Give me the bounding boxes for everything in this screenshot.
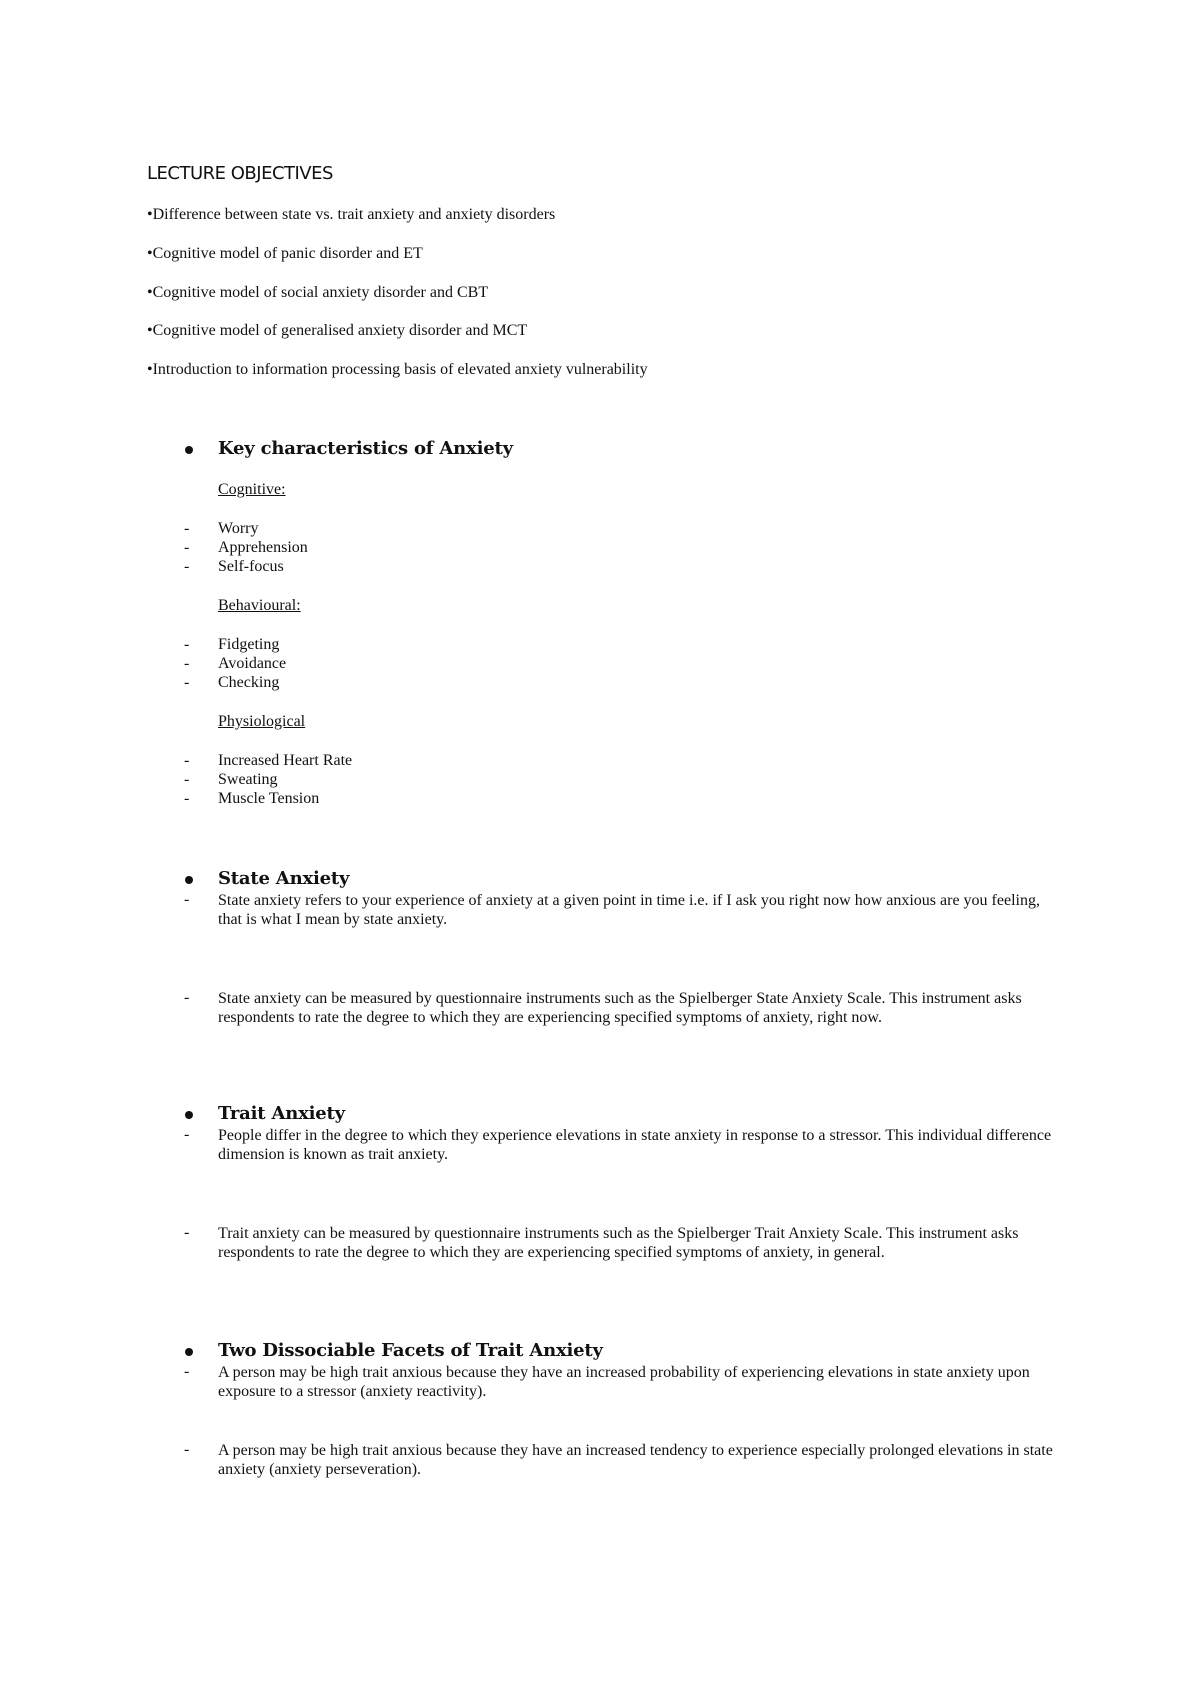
bullet-dot-icon <box>185 876 193 884</box>
trait-anxiety-point: Trait anxiety can be measured by questionnaire instruments such as the Spielberger Trait Anxiety Scale. This instrument asks respondents to rate the degree to which they are experiencing specified symptoms of anxiety, in general. <box>218 1225 1019 1261</box>
state-anxiety-point: State anxiety can be measured by questionnaire instruments such as the Spielberger State Anxiety Scale. This instrument asks respondents to rate the degree to which they are experiencing specified symptoms of anxiety, right now. <box>218 990 1022 1026</box>
dash-marker: - <box>184 636 190 653</box>
objective-item: •Cognitive model of panic disorder and ET <box>147 245 423 262</box>
objectives-heading: LECTURE OBJECTIVES <box>147 163 333 184</box>
list-item: Sweating <box>218 771 278 788</box>
objective-item: •Cognitive model of social anxiety disorder and CBT <box>147 284 489 301</box>
subheading-behavioural: Behavioural: <box>218 597 301 614</box>
list-item: Muscle Tension <box>218 790 320 807</box>
list-item: Fidgeting <box>218 636 280 653</box>
bullet-dot-icon <box>185 1348 193 1356</box>
dash-marker: - <box>184 752 190 769</box>
dash-marker: - <box>184 771 190 788</box>
list-item: Avoidance <box>218 655 287 672</box>
objective-item: •Difference between state vs. trait anxiety and anxiety disorders <box>147 206 556 223</box>
objective-item: •Introduction to information processing basis of elevated anxiety vulnerability <box>147 361 648 378</box>
objective-item: •Cognitive model of generalised anxiety disorder and MCT <box>147 322 528 339</box>
dash-marker: - <box>184 1363 190 1380</box>
trait-anxiety-point: People differ in the degree to which they experience elevations in state anxiety in response to a stressor. This individual difference dimension is known as trait anxiety. <box>218 1127 1052 1163</box>
subheading-cognitive: Cognitive: <box>218 481 286 498</box>
dash-marker: - <box>184 655 190 672</box>
section-title-trait-anxiety: Trait Anxiety <box>218 1103 345 1124</box>
dash-marker: - <box>184 989 190 1006</box>
dash-marker: - <box>184 520 190 537</box>
section-title-facets: Two Dissociable Facets of Trait Anxiety <box>218 1340 603 1361</box>
facet-point: A person may be high trait anxious because they have an increased tendency to experience especially prolonged elevations in state anxiety (anxiety perseveration). <box>218 1442 1053 1478</box>
state-anxiety-point: State anxiety refers to your experience of anxiety at a given point in time i.e. if I ask you right now how anxious are you feeling, that is what I mean by state anxiety. <box>218 892 1040 928</box>
dash-marker: - <box>184 558 190 575</box>
list-item: Worry <box>218 520 259 537</box>
dash-marker: - <box>184 539 190 556</box>
section-title-key-characteristics: Key characteristics of Anxiety <box>218 438 513 459</box>
bullet-dot-icon <box>185 446 193 454</box>
list-item: Self-focus <box>218 558 284 575</box>
bullet-dot-icon <box>185 1111 193 1119</box>
list-item: Checking <box>218 674 280 691</box>
subheading-physiological: Physiological <box>218 713 306 730</box>
dash-marker: - <box>184 1224 190 1241</box>
dash-marker: - <box>184 1441 190 1458</box>
section-title-state-anxiety: State Anxiety <box>218 868 350 889</box>
dash-marker: - <box>184 1126 190 1143</box>
dash-marker: - <box>184 891 190 908</box>
dash-marker: - <box>184 674 190 691</box>
dash-marker: - <box>184 790 190 807</box>
list-item: Apprehension <box>218 539 308 556</box>
facet-point: A person may be high trait anxious because they have an increased probability of experiencing elevations in state anxiety upon exposure to a stressor (anxiety reactivity). <box>218 1364 1030 1400</box>
list-item: Increased Heart Rate <box>218 752 353 769</box>
